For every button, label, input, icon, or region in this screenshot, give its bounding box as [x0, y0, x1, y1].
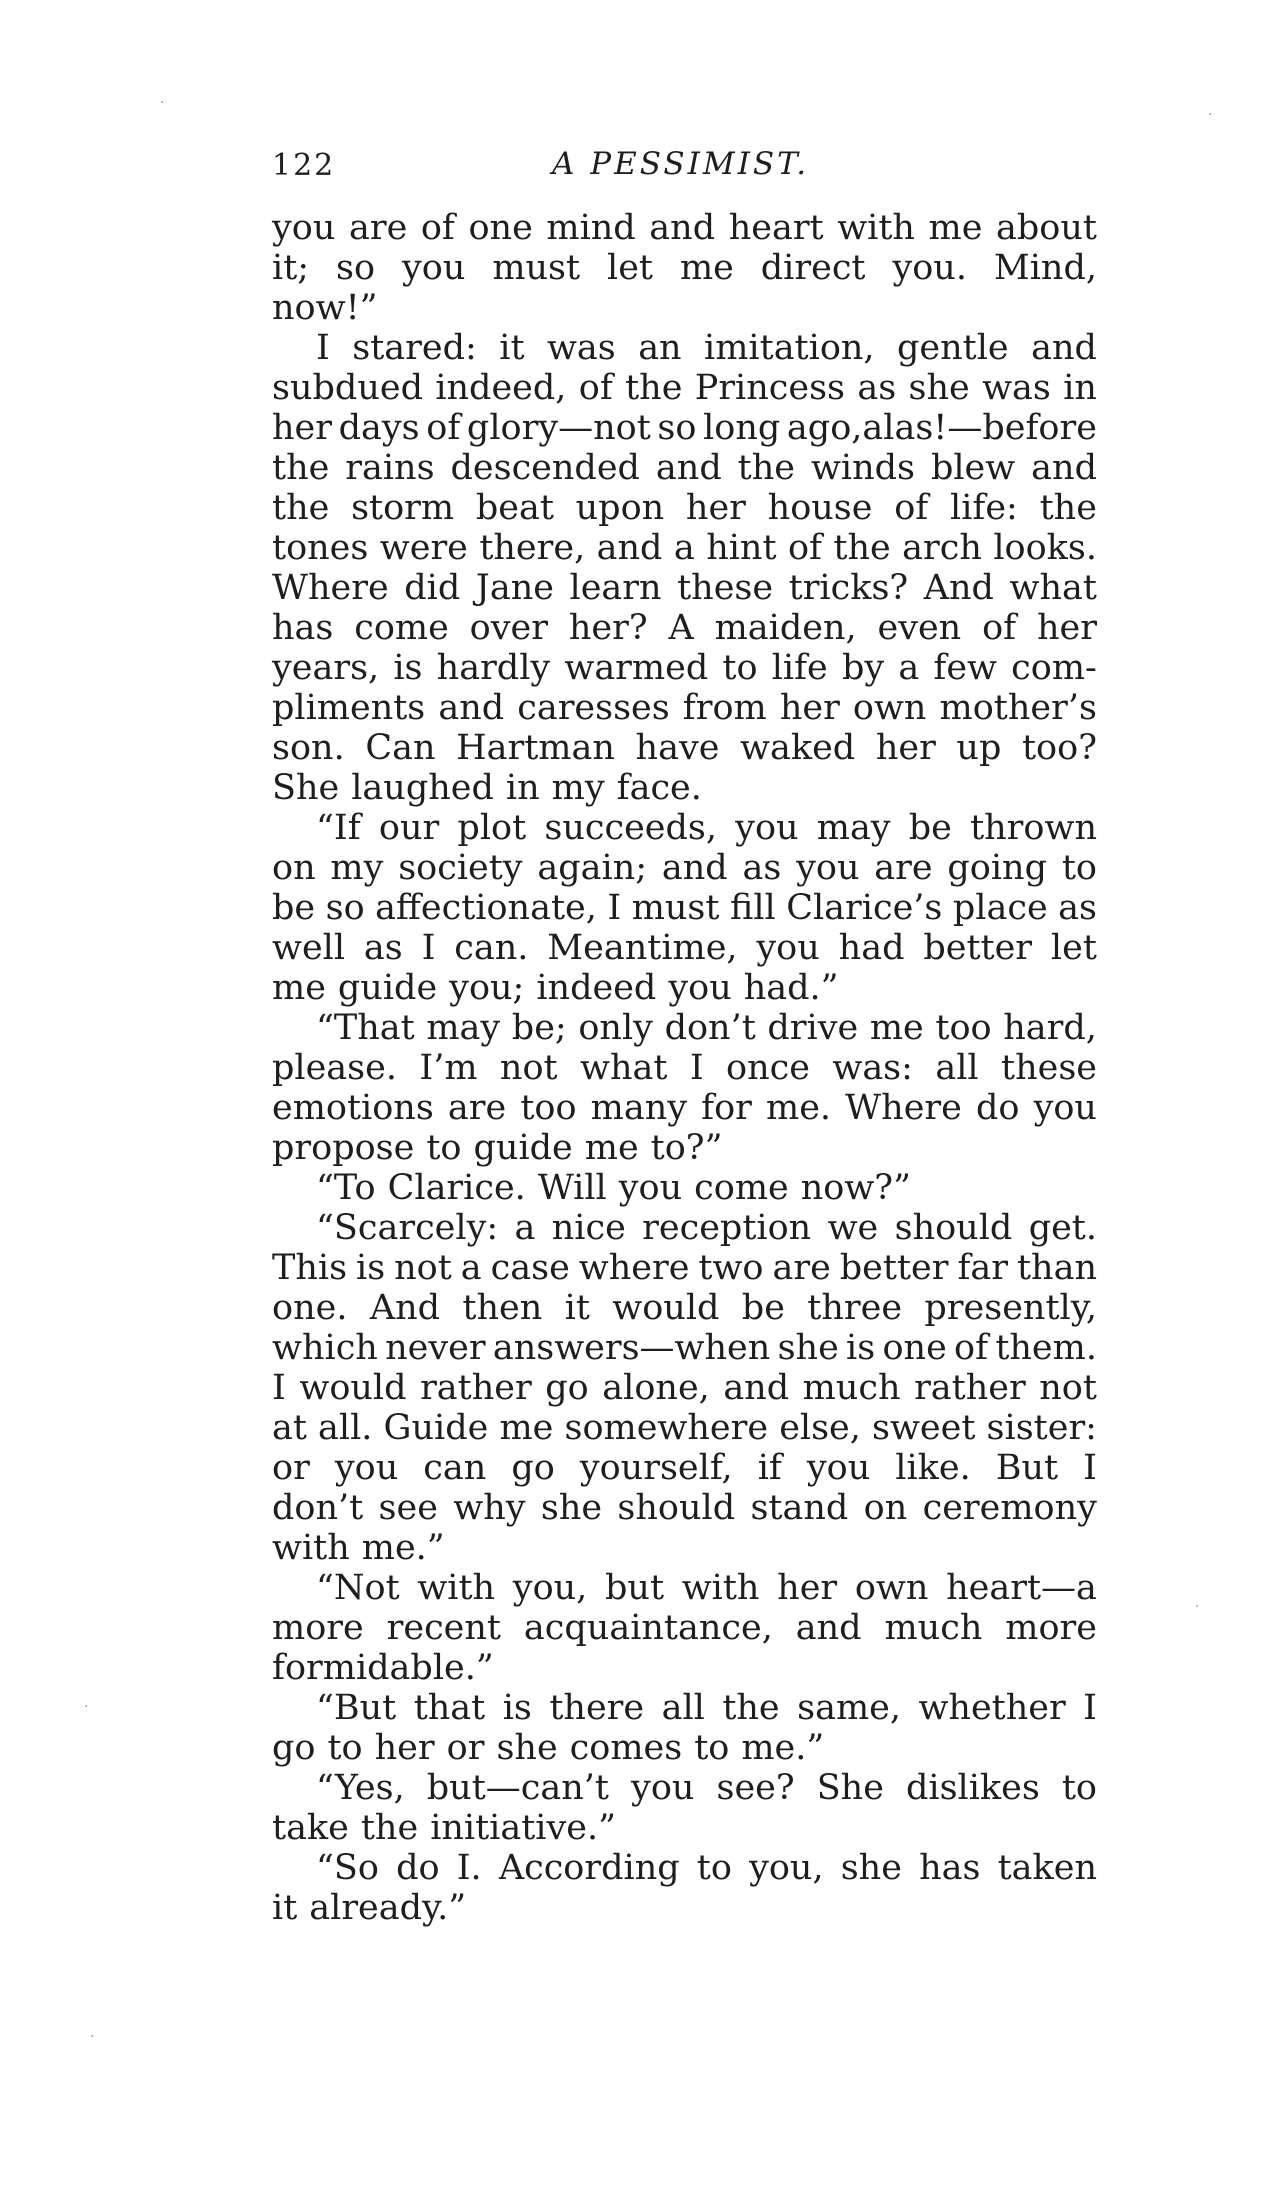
text-line: This is not a case where two are better far than: [272, 1248, 1097, 1288]
text-line: propose to guide me to?”: [272, 1128, 723, 1168]
text-line: you are of one mind and heart with me about: [272, 208, 1097, 248]
text-line: it; so you must let me direct you. Mind,: [272, 248, 1097, 288]
text-line: “Yes, but—can’t you see? She dislikes to: [316, 1768, 1097, 1808]
text-line: She laughed in my face.: [272, 768, 702, 808]
text-line: subdued indeed, of the Princess as she was in: [272, 368, 1097, 408]
text-line: well as I can. Meantime, you had better let: [272, 928, 1097, 968]
text-line: I stared: it was an imitation, gentle and: [316, 328, 1097, 368]
text-line: Where did Jane learn these tricks? And what: [272, 568, 1097, 608]
running-head: A PESSIMIST.: [552, 146, 810, 182]
text-line: take the initiative.”: [272, 1808, 617, 1848]
text-line: has come over her? A maiden, even of her: [272, 608, 1097, 648]
text-line: more recent acquaintance, and much more: [272, 1608, 1097, 1648]
text-line: the rains descended and the winds blew and: [272, 448, 1097, 488]
text-line: her days of glory—not so long ago,alas!—before: [272, 408, 1097, 448]
text-line: go to her or she comes to me.”: [272, 1728, 825, 1768]
speck-mark: ·: [160, 95, 165, 111]
text-line: “If our plot succeeds, you may be thrown: [316, 808, 1097, 848]
text-line: at all. Guide me somewhere else, sweet sister:: [272, 1408, 1097, 1448]
text-line: or you can go yourself, if you like. But I: [272, 1448, 1097, 1488]
text-line: with me.”: [272, 1528, 445, 1568]
text-line: “To Clarice. Will you come now?”: [316, 1168, 911, 1208]
text-line: tones were there, and a hint of the arch looks.: [272, 528, 1097, 568]
text-line: “So do I. According to you, she has taken: [316, 1848, 1097, 1888]
text-line: pliments and caresses from her own mother’s: [272, 688, 1097, 728]
text-line: on my society again; and as you are going to: [272, 848, 1097, 888]
page-number: 122: [272, 148, 336, 183]
text-line: “Not with you, but with her own heart—a: [316, 1568, 1097, 1608]
text-line: now!”: [272, 288, 378, 328]
speck-mark: ·: [1195, 1599, 1200, 1615]
text-line: it already.”: [272, 1888, 467, 1928]
speck-mark: ·: [90, 2029, 95, 2045]
text-line: “That may be; only don’t drive me too hard,: [316, 1008, 1097, 1048]
text-line: son. Can Hartman have waked her up too?: [272, 728, 1097, 768]
text-line: one. And then it would be three presently,: [272, 1288, 1097, 1328]
text-line: please. I’m not what I once was: all these: [272, 1048, 1097, 1088]
speck-mark: ·: [84, 1699, 89, 1715]
text-line: don’t see why she should stand on ceremony: [272, 1488, 1097, 1528]
body-text: [272, 208, 1097, 1928]
text-line: the storm beat upon her house of life: the: [272, 488, 1097, 528]
page-header: [272, 148, 1097, 188]
text-line: formidable.”: [272, 1648, 494, 1688]
text-line: be so affectionate, I must fill Clarice’s place as: [272, 888, 1097, 928]
text-line: “But that is there all the same, whether I: [316, 1688, 1097, 1728]
text-line: “Scarcely: a nice reception we should get.: [316, 1208, 1097, 1248]
text-line: emotions are too many for me. Where do you: [272, 1088, 1097, 1128]
text-line: which never answers—when she is one of them.: [272, 1328, 1097, 1368]
speck-mark: ·: [1208, 107, 1213, 123]
text-line: me guide you; indeed you had.”: [272, 968, 839, 1008]
text-line: I would rather go alone, and much rather not: [272, 1368, 1097, 1408]
text-line: years, is hardly warmed to life by a few com-: [272, 648, 1097, 688]
